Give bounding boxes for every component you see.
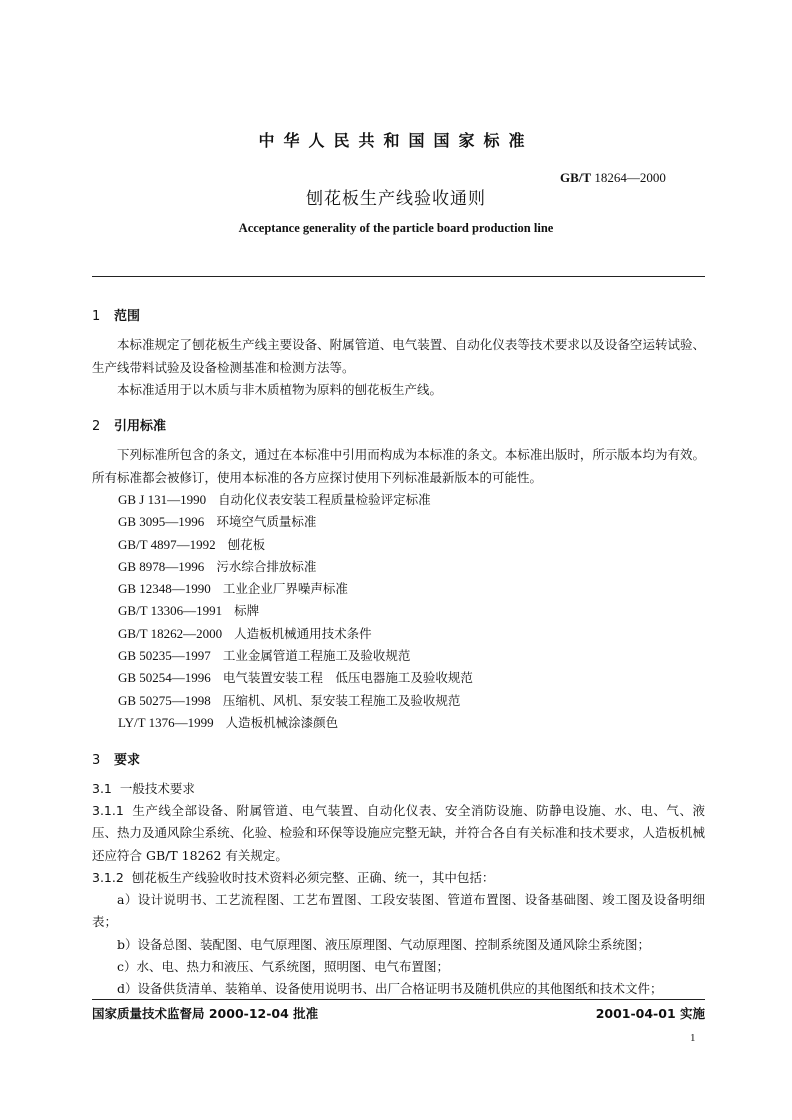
- reference-name: 人造板机械涂漆颜色: [225, 714, 339, 730]
- reference-code: GB 12348—1990: [118, 581, 211, 597]
- clause-3-1-1: [92, 800, 705, 867]
- footer-divider: [92, 999, 705, 1000]
- reference-code: GB 50254—1996: [118, 670, 211, 686]
- reference-code: GB 50275—1998: [118, 692, 211, 708]
- reference-item: [118, 489, 473, 511]
- national-standard-header: 中华人民共和国国家标准: [258, 131, 534, 150]
- section-3-number: 3: [92, 753, 101, 768]
- reference-name: 压缩机、风机、泵安装工程施工及验收规范: [222, 692, 461, 708]
- section-1-paragraph-2: 本标准适用于以木质与非木质植物为原料的刨花板生产线。: [117, 382, 443, 397]
- list-item: d）设备供货清单、装箱单、设备使用说明书、出厂合格证明书及随机供应的其他图纸和技术文件；: [117, 981, 663, 996]
- reference-name: 标牌: [234, 603, 260, 619]
- reference-name: 污水综合排放标准: [216, 558, 317, 574]
- section-2-title: 引用标准: [114, 419, 167, 434]
- section-2-heading: [92, 415, 166, 434]
- reference-item: [118, 578, 473, 600]
- section-2-paragraph-1: 下列标准所包含的条文，通过在本标准中引用而构成为本标准的条文。本标准出版时，所示版本均为有效。所有标准都会被修订，使用本标准的各方应探讨使用下列标准最新版本的可能性。: [92, 447, 705, 485]
- reference-item: [118, 667, 473, 689]
- reference-code: GB 3095—1996: [118, 514, 205, 530]
- reference-item: [118, 600, 473, 622]
- list-item: b）设备总图、装配图、电气原理图、液压原理图、气动原理图、控制系统图及通风除尘系统图；: [117, 937, 651, 952]
- list-item: a）设计说明书、工艺流程图、工艺布置图、工段安装图、管道布置图、设备基础图、竣工图及设备明细表；: [92, 892, 705, 930]
- reference-item: [118, 556, 473, 578]
- section-2-number: 2: [92, 419, 101, 434]
- clause-3-1-text: 一般技术要求: [119, 781, 195, 796]
- document-title-cn: 刨花板生产线验收通则: [306, 189, 486, 209]
- page-number: 1: [690, 1032, 696, 1044]
- section-1-number: 1: [92, 309, 101, 324]
- document-title-en: Acceptance generality of the particle board production line: [238, 221, 554, 235]
- standard-prefix: GB/T: [560, 170, 592, 185]
- list-item: c）水、电、热力和液压、气系统图，照明图、电气布置图；: [117, 959, 450, 974]
- reference-item: [118, 511, 473, 533]
- reference-name: 环境空气质量标准: [216, 514, 317, 530]
- reference-item: [118, 645, 473, 667]
- clause-3-1-1-text: 生产线全部设备、附属管道、电气装置、自动化仪表、安全消防设施、防静电设施、水、电、气、液压、热力及通风除尘系统、化验、检验和环保等设施应完整无缺，并符合各自有关标准和技术要求，人造板机械还应符合 GB/T 18262 有关规定。: [92, 803, 705, 863]
- reference-code: GB 8978—1996: [118, 558, 205, 574]
- reference-code: GB/T 4897—1992: [118, 536, 216, 552]
- reference-name: 电气装置安装工程 低压电器施工及验收规范: [222, 670, 473, 686]
- clause-3-1-2-label: 3.1.2: [92, 870, 124, 885]
- reference-name: 工业企业厂界噪声标准: [222, 581, 348, 597]
- reference-item: [118, 623, 473, 645]
- reference-code: GB 50235—1997: [118, 648, 211, 664]
- reference-code: LY/T 1376—1999: [118, 714, 214, 730]
- reference-code: GB/T 18262—2000: [118, 625, 223, 641]
- section-1-title: 范围: [114, 309, 141, 324]
- reference-name: 工业金属管道工程施工及验收规范: [222, 648, 411, 664]
- reference-code: GB/T 13306—1991: [118, 603, 223, 619]
- reference-code: GB J 131—1990: [118, 492, 207, 507]
- reference-item: [118, 690, 473, 712]
- approval-note: 国家质量技术监督局 2000-12-04 批准: [92, 1006, 319, 1021]
- clause-3-1: [92, 778, 705, 800]
- section-1-heading: [92, 305, 140, 324]
- clause-3-1-2-text: 刨花板生产线验收时技术资料必须完整、正确、统一，其中包括：: [131, 870, 495, 885]
- reference-name: 人造板机械通用技术条件: [234, 625, 372, 641]
- section-3-heading: [92, 749, 140, 768]
- normative-references-list: [118, 489, 473, 734]
- standard-code: 18264—2000: [594, 170, 666, 185]
- reference-item: [118, 534, 473, 556]
- reference-name: 自动化仪表安装工程质量检验评定标准: [218, 492, 431, 507]
- clause-3-1-1-label: 3.1.1: [92, 803, 124, 818]
- clause-3-1-label: 3.1: [92, 781, 112, 796]
- header-divider: [92, 276, 705, 277]
- implementation-note: 2001-04-01 实施: [595, 1006, 705, 1021]
- section-1-paragraph-1: 本标准规定了刨花板生产线主要设备、附属管道、电气装置、自动化仪表等技术要求以及设备空运转试验、生产线带料试验及设备检测基准和检测方法等。: [92, 337, 705, 375]
- reference-name: 刨花板: [227, 536, 266, 552]
- section-3-title: 要求: [114, 753, 141, 768]
- clause-3-1-2: [92, 867, 705, 889]
- reference-item: [118, 712, 473, 734]
